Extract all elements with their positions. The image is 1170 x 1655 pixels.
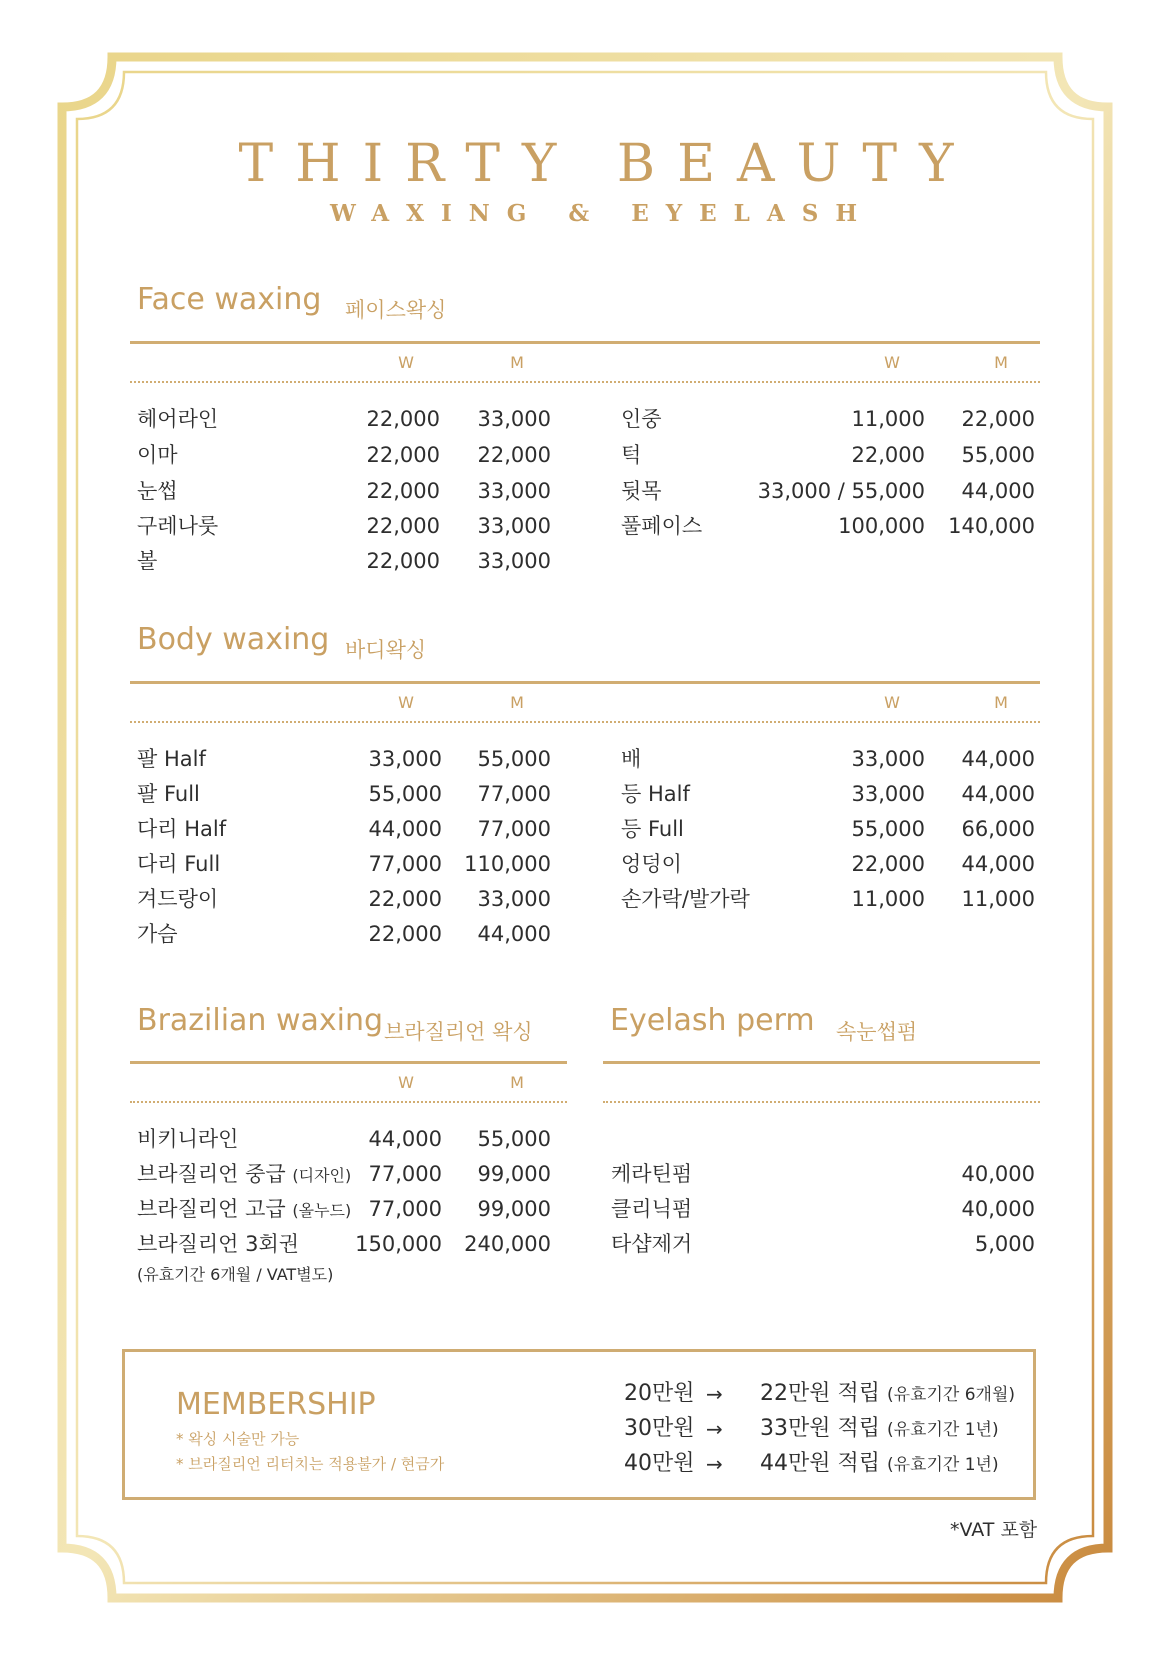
price-w: 77,000: [368, 1197, 442, 1221]
service-name: 배: [621, 747, 642, 771]
service-name: 등 Full: [621, 817, 684, 841]
price-m: 44,000: [961, 747, 1035, 771]
face-col-w-left: W: [398, 353, 414, 372]
body-rule: [130, 681, 1040, 684]
service-name: 클리닉펌: [611, 1197, 693, 1221]
face-right-row: [621, 404, 1041, 434]
price: 40,000: [961, 1162, 1035, 1186]
brand-title: THIRTY BEAUTY: [238, 134, 976, 194]
brazilian-row: [137, 1194, 557, 1224]
body-left-row: [137, 744, 557, 774]
price-w: 33,000: [368, 747, 442, 771]
tier-get: 33만원 적립 (유효기간 1년): [760, 1416, 999, 1441]
face-col-w-right: W: [884, 353, 900, 372]
tier-pay: 40만원: [624, 1451, 695, 1476]
tier-validity: (유효기간 1년): [887, 1420, 999, 1440]
brazilian-waxing-subtitle: 브라질리언 왁싱: [384, 1020, 533, 1044]
brazilian-col-m: M: [510, 1073, 524, 1092]
eyelash-row: [611, 1159, 1041, 1189]
brazilian-dotted-divider: [130, 1101, 567, 1103]
brazilian-row: [137, 1229, 557, 1259]
price-w: 11,000: [851, 887, 925, 911]
service-name: 겨드랑이: [137, 887, 219, 911]
service-name: 팔 Half: [137, 747, 206, 771]
price-w: 22,000: [851, 852, 925, 876]
membership-note: * 왁싱 시술만 가능: [176, 1430, 300, 1448]
price-m: 77,000: [477, 817, 551, 841]
service-name: 인중: [621, 407, 662, 431]
price-w: 11,000: [851, 407, 925, 431]
brand-subtitle: WAXING & EYELASH: [329, 200, 875, 227]
price-m: 22,000: [961, 407, 1035, 431]
service-name: 팔 Full: [137, 782, 200, 806]
service-name: 구레나룻: [137, 514, 219, 538]
price-w: 22,000: [366, 443, 440, 467]
price-m: 44,000: [961, 479, 1035, 503]
arrow-right-icon: →: [706, 1382, 723, 1406]
brazilian-row: [137, 1159, 557, 1189]
body-col-w-left: W: [398, 693, 414, 712]
vat-note: *VAT 포함: [950, 1519, 1038, 1541]
service-name: 비키니라인: [137, 1127, 239, 1151]
service-name: 다리 Half: [137, 817, 227, 841]
service-name: 브라질리언 중급 (디자인): [137, 1162, 352, 1186]
price-m: 110,000: [464, 852, 551, 876]
body-left-row: [137, 884, 557, 914]
price-m: 33,000: [477, 407, 551, 431]
body-waxing-subtitle: 바디왁싱: [345, 638, 427, 662]
price-w: 44,000: [368, 817, 442, 841]
price-w: 44,000: [368, 1127, 442, 1151]
arrow-right-icon: →: [706, 1452, 723, 1476]
tier-pay: 20만원: [624, 1381, 695, 1406]
eyelash-perm-title: Eyelash perm: [610, 1003, 815, 1038]
body-left-row: [137, 919, 557, 949]
price-w: 150,000: [355, 1232, 442, 1256]
face-left-row: [137, 511, 557, 541]
service-name: 브라질리언 고급 (올누드): [137, 1197, 352, 1221]
price-w: 100,000: [838, 514, 925, 538]
price-m: 77,000: [477, 782, 551, 806]
price-m: 11,000: [961, 887, 1035, 911]
price: 5,000: [974, 1232, 1035, 1256]
face-col-m-right: M: [994, 353, 1008, 372]
tier-get: 22만원 적립 (유효기간 6개월): [760, 1381, 1016, 1406]
price-m: 99,000: [477, 1162, 551, 1186]
price-m: 33,000: [477, 887, 551, 911]
arrow-right-icon: →: [706, 1417, 723, 1441]
price-m: 44,000: [961, 852, 1035, 876]
face-left-row: [137, 476, 557, 506]
price-m: 99,000: [477, 1197, 551, 1221]
tier-validity: (유효기간 6개월): [887, 1385, 1016, 1405]
eyelash-perm-subtitle: 속눈썹펌: [836, 1020, 918, 1044]
service-name: 볼: [137, 549, 158, 573]
price-m: 44,000: [961, 782, 1035, 806]
price: 40,000: [961, 1197, 1035, 1221]
service-name: 등 Half: [621, 782, 690, 806]
body-col-m-left: M: [510, 693, 524, 712]
body-right-row: [621, 849, 1041, 879]
price-m: 55,000: [477, 747, 551, 771]
price-w: 22,000: [851, 443, 925, 467]
price-w: 22,000: [368, 887, 442, 911]
eyelash-dotted-divider: [603, 1101, 1040, 1103]
price-w: 33,000: [851, 782, 925, 806]
price-m: 55,000: [477, 1127, 551, 1151]
face-left-row: [137, 404, 557, 434]
service-name: 헤어라인: [137, 407, 219, 431]
brazilian-rule: [130, 1061, 567, 1064]
price-w: 55,000: [851, 817, 925, 841]
tier-pay: 30만원: [624, 1416, 695, 1441]
tier-validity: (유효기간 1년): [887, 1455, 999, 1475]
brazilian-col-w: W: [398, 1073, 414, 1092]
face-dotted-divider: [130, 381, 1040, 383]
body-col-m-right: M: [994, 693, 1008, 712]
price-w: 22,000: [368, 922, 442, 946]
body-right-row: [621, 779, 1041, 809]
body-col-w-right: W: [884, 693, 900, 712]
service-name: 다리 Full: [137, 852, 221, 876]
face-right-row: [621, 511, 1041, 541]
body-right-row: [621, 884, 1041, 914]
body-waxing-title: Body waxing: [137, 622, 330, 657]
face-waxing-subtitle: 페이스왁싱: [345, 298, 447, 322]
price-w: 33,000 / 55,000: [757, 479, 925, 503]
body-left-row: [137, 849, 557, 879]
service-name: 브라질리언 3회권: [137, 1232, 300, 1256]
price-m: 240,000: [464, 1232, 551, 1256]
body-left-row: [137, 779, 557, 809]
membership-title: MEMBERSHIP: [176, 1387, 376, 1422]
service-name: 케라틴펌: [611, 1162, 693, 1186]
service-note: (올누드): [292, 1201, 352, 1220]
price-m: 140,000: [948, 514, 1035, 538]
price-w: 22,000: [366, 479, 440, 503]
service-note: (디자인): [292, 1166, 352, 1185]
face-right-row: [621, 440, 1041, 470]
price-m: 22,000: [477, 443, 551, 467]
brazilian-footnote: (유효기간 6개월 / VAT별도): [137, 1265, 334, 1284]
price-m: 44,000: [477, 922, 551, 946]
service-name: 눈썹: [137, 479, 178, 503]
price-w: 55,000: [368, 782, 442, 806]
body-left-row: [137, 814, 557, 844]
service-name: 손가락/발가락: [621, 887, 750, 911]
service-name: 이마: [137, 443, 178, 467]
service-name: 턱: [621, 443, 642, 467]
face-left-row: [137, 440, 557, 470]
service-name: 엉덩이: [621, 852, 682, 876]
price-w: 22,000: [366, 549, 440, 573]
membership-note: * 브라질리언 리터치는 적용불가 / 현금가: [176, 1455, 445, 1473]
brazilian-row: [137, 1124, 557, 1154]
body-right-row: [621, 744, 1041, 774]
price-w: 77,000: [368, 1162, 442, 1186]
face-rule: [130, 341, 1040, 344]
service-name: 타샵제거: [611, 1232, 693, 1256]
price-w: 22,000: [366, 514, 440, 538]
price-w: 33,000: [851, 747, 925, 771]
price-m: 33,000: [477, 479, 551, 503]
price-m: 66,000: [961, 817, 1035, 841]
eyelash-rule: [603, 1061, 1040, 1064]
face-left-row: [137, 546, 557, 576]
tier-get: 44만원 적립 (유효기간 1년): [760, 1451, 999, 1476]
eyelash-row: [611, 1229, 1041, 1259]
service-name: 가슴: [137, 922, 178, 946]
price-m: 33,000: [477, 549, 551, 573]
price-m: 33,000: [477, 514, 551, 538]
eyelash-row: [611, 1194, 1041, 1224]
service-name: 풀페이스: [621, 514, 703, 538]
service-name: 뒷목: [621, 479, 662, 503]
face-waxing-title: Face waxing: [137, 282, 322, 317]
price-m: 55,000: [961, 443, 1035, 467]
face-right-row: [621, 476, 1041, 506]
price-w: 77,000: [368, 852, 442, 876]
brazilian-waxing-title: Brazilian waxing: [137, 1003, 384, 1038]
body-dotted-divider: [130, 721, 1040, 723]
price-w: 22,000: [366, 407, 440, 431]
face-col-m-left: M: [510, 353, 524, 372]
body-right-row: [621, 814, 1041, 844]
